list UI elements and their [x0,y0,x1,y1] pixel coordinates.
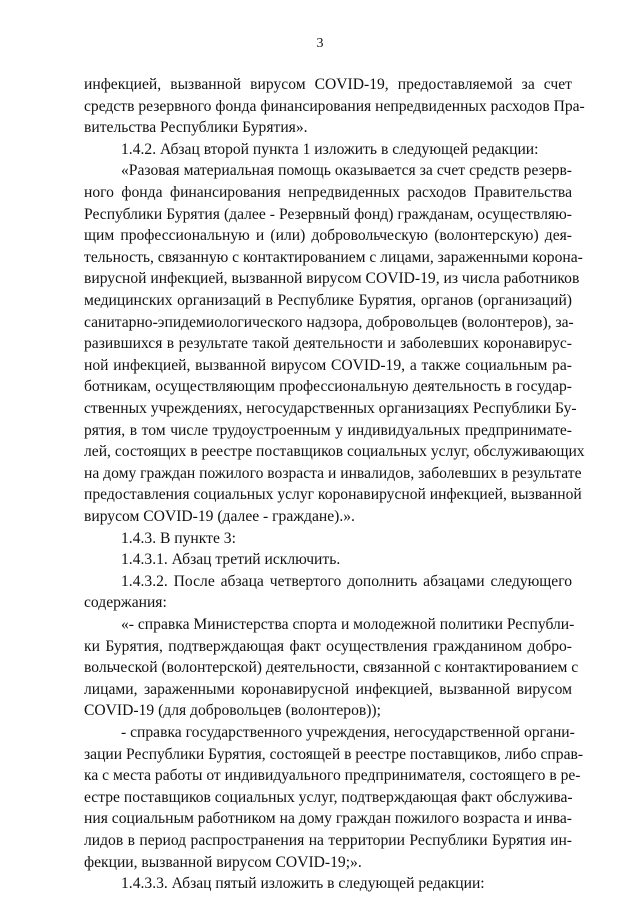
text-line: средств резервного фонда финансирования непредвиденных расходов Пра- [84,97,585,115]
text-line: тельность, связанную с контактированием с лицами, зараженными корона- [84,248,583,266]
text-line: содержания: [84,594,167,612]
text-line: COVID-19 (для добровольцев (волонтеров)); [84,702,381,720]
text-line: вительства Республики Бурятия». [84,119,308,137]
text-line: на дому граждан пожилого возраста и инвалидов, заболевших в результате [84,464,582,482]
text-line: лей, состоящих в реестре поставщиков социальных услуг, обслуживающих [84,443,585,461]
text-line: ного фонда финансирования непредвиденных расходов Правительства [84,184,572,201]
text-line: 1.4.3.1. Абзац третий исключить. [121,551,341,569]
text-line: инфекцией, вызванной вирусом COVID-19, предоставляемой за счет [84,76,572,93]
text-line: «- справка Министерства спорта и молодежной политики Республи- [121,616,575,633]
text-line: ния социальным работником на дому граждан пожилого возраста и инва- [84,810,572,828]
text-line: санитарно-эпидемиологического надзора, добровольцев (волонтеров), за- [84,313,574,331]
text-line: вирусной инфекцией, вызванной вирусом COVID-19, из числа работников [84,270,580,288]
text-line: 1.4.3.3. Абзац пятый изложить в следующей редакции: [121,875,485,893]
text-line: фекции, вызванной вирусом COVID-19;». [84,853,362,871]
text-line: 1.4.3. В пункте 3: [121,529,236,547]
text-line: медицинских организаций в Республике Бурятия, органов (организаций) [84,292,572,309]
text-line: ки Бурятия, подтверждающая факт осуществления гражданином добро- [84,637,572,655]
text-line: - справка государственного учреждения, негосударственной органи- [121,724,575,741]
text-line: лидов в период распространения на территории Республики Бурятия ин- [84,832,572,849]
text-line: Республики Бурятия (далее - Резервный фонд) гражданам, осуществляю- [84,205,572,223]
page-number: 3 [316,36,324,51]
text-line: лицами, зараженными коронавирусной инфекцией, вызванной вирусом [84,680,572,698]
text-line: разившихся в результате такой деятельности и заболевших коронавирус- [84,335,572,353]
text-line: ственных учреждениях, негосударственных организациях Республики Бу- [84,400,577,417]
text-line: 1.4.3.2. После абзаца четвертого дополнить абзацами следующего [121,572,572,590]
text-line: 1.4.2. Абзац второй пункта 1 изложить в следующей редакции: [121,140,539,158]
text-line: щим профессиональную и (или) добровольческую (волонтерскую) дея- [84,227,572,245]
text-line: «Разовая материальная помощь оказывается за счет средств резерв- [121,162,572,180]
text-line: ботникам, осуществляющим профессиональную деятельность в государ- [84,378,572,396]
text-line: зации Республики Бурятия, состоящей в реестре поставщиков, либо справ- [84,745,584,763]
text-line: предоставления социальных услуг коронавирусной инфекцией, вызванной [84,486,582,504]
text-line: рятия, в том числе трудоустроенным у индивидуальных предпринимате- [84,421,572,439]
text-line: вирусом COVID-19 (далее - граждане).». [84,508,355,525]
text-line: ка с места работы от индивидуального предпринимателя, состоящего в ре- [84,767,581,785]
text-line: ной инфекцией, вызванной вирусом COVID-19, а также социальным ра- [84,356,572,374]
text-line: вольческой (волонтерской) деятельности, связанной с контактированием с [84,659,579,677]
text-line: естре поставщиков социальных услуг, подтверждающая факт обслужива- [84,788,573,806]
